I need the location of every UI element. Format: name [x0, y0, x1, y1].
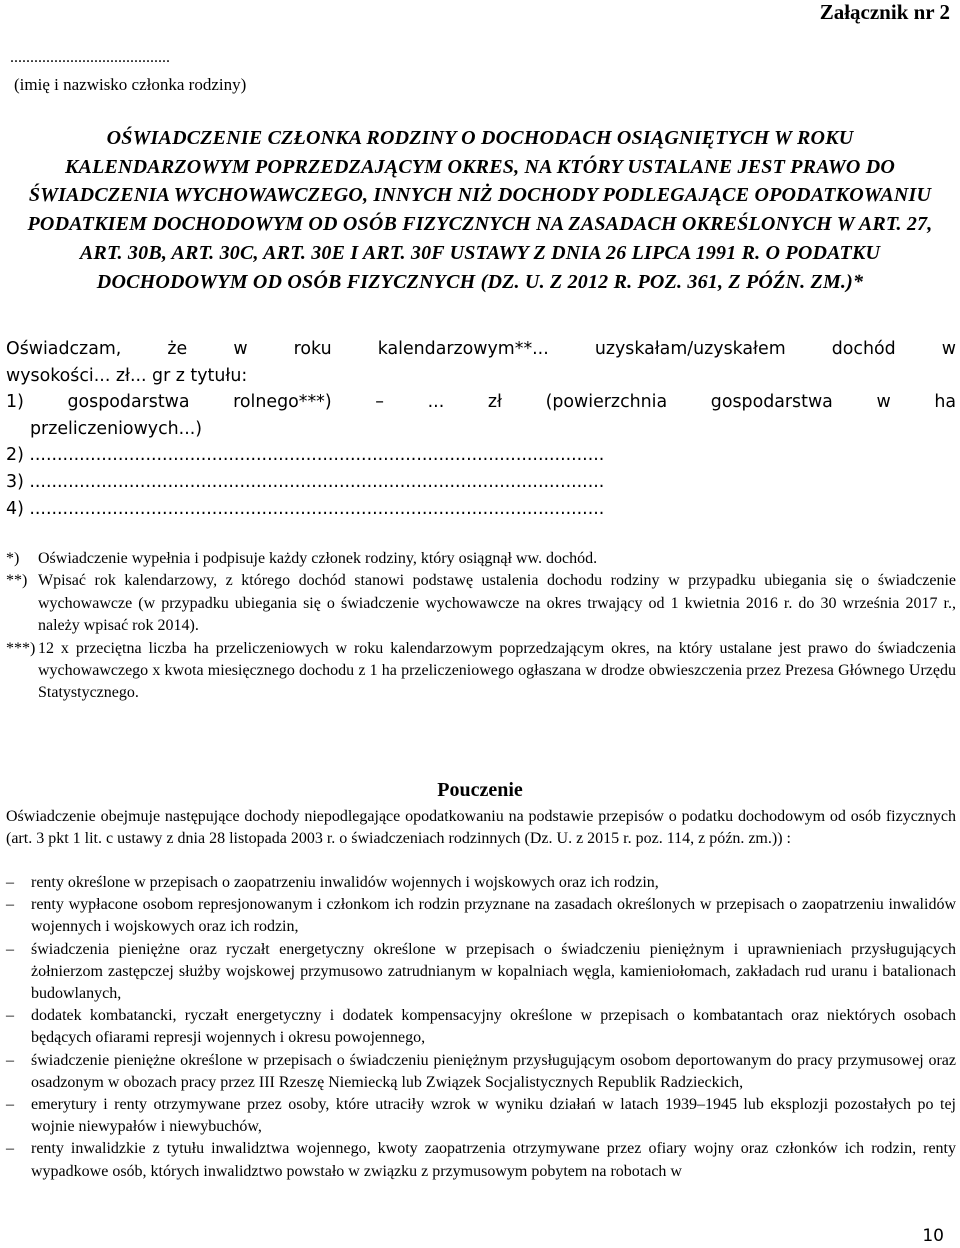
footnote	[6, 570, 956, 637]
list-item-text: renty inwalidzkie z tytułu inwalidztwa wojennego, kwoty zaopatrzenia otrzymywane przez ofiary wojny oraz członków ich rodzin, renty wypadkowe osób, których inwalidztwo powstało w związku z przymusowym pobytem na robotach w	[31, 1140, 956, 1180]
name-fill-line: ........................................	[10, 49, 170, 66]
footnote-text: 12 x przeciętna liczba ha przeliczeniowych w roku kalendarzowym poprzedzającym okres, na który ustalane jest prawo do świadczenia wychowawczego x kwota miesięcznego dochodu z 1 ha przeliczeniowego ogłaszana w drodze obwieszczenia przez Prezesa Głównego Urzędu Statystycznego.	[38, 639, 956, 702]
notice-list	[6, 872, 956, 1183]
list-item	[6, 1138, 956, 1182]
dash-bullet-icon: –	[6, 1051, 14, 1069]
list-item	[6, 1094, 956, 1138]
footnote-mark: **)	[6, 572, 28, 590]
declaration-item-3: 3) ........................................................................................................	[6, 471, 605, 492]
dash-bullet-icon: –	[6, 1007, 14, 1025]
list-item-text: renty wypłacone osobom represjonowanym i członkom ich rodzin przyznane na zasadach określonych w przepisach o zaopatrzeniu inwalidów wojennych i wojskowych oraz ich rodzin,	[31, 896, 956, 936]
list-item-text: renty określone w przepisach o zaopatrzeniu inwalidów wojennych i wojskowych oraz ich rodzin,	[31, 874, 659, 891]
footnote-text: Oświadczenie wypełnia i podpisuje każdy członek rodziny, który osiągnął ww. dochód.	[38, 550, 598, 567]
list-item-text: świadczenie pieniężne określone w przepisach o świadczeniu pieniężnym przysługującym osobom deportowanym do pracy przymusowej oraz osadzonym w obozach pracy przez III Rzeszę Niemiecką lub Związek Socjalistycznych Republik Radzieckich,	[31, 1051, 956, 1091]
list-item	[6, 1005, 956, 1049]
attachment-label: Załącznik nr 2	[819, 0, 950, 24]
footnotes	[6, 548, 956, 705]
list-item-text: świadczenia pieniężne oraz ryczałt energetyczny określone w przepisach o świadczeniu pieniężnym i uprawnieniach przysługujących żołnierzom zastępczej służby wojskowej przymusowo zatrudnianym w kopalniach węgla, kamieniołomach, zakładach rud uranu i batalionach budowlanych,	[31, 940, 956, 1003]
document-title: OŚWIADCZENIE CZŁONKA RODZINY O DOCHODACH OSIĄGNIĘTYCH W ROKU KALENDARZOWYM POPRZEDZAJĄCYM OKRES, NA KTÓRY USTALANE JEST PRAWO DO ŚWIADCZENIA WYCHOWAWCZEGO, INNYCH NIŻ DOCHODY PODLEGAJĄCE OPODATKOWANIU PODATKIEM DOCHODOWYM OD OSÓB FIZYCZNYCH NA ZASADACH OKREŚLONYCH W ART. 27, ART. 30B, ART. 30C, ART. 30E I ART. 30F USTAWY Z DNIA 26 LIPCA 1991 R. O PODATKU DOCHODOWYM OD OSÓB FIZYCZNYCH (DZ. U. Z 2012 R. POZ. 361, Z PÓŹN. ZM.)*	[27, 127, 933, 293]
declaration-line-2: wysokości... zł... gr z tytułu:	[6, 365, 248, 386]
declaration-item-1: 1) gospodarstwa rolnego***) – ... zł (powierzchnia gospodarstwa w ha	[6, 392, 956, 413]
footnote-text: Wpisać rok kalendarzowy, z którego dochód stanowi podstawę ustalenia dochodu rodziny w przypadku ubiegania się o świadczenie wychowawcze (w przypadku ubiegania się o świadczenie wychowawcze na okres trwający od 1 kwietnia 2016 r. do 30 września 2017 r., należy wpisać rok 2014).	[38, 572, 956, 635]
declaration-item-2: 2) ........................................................................................................	[6, 445, 605, 466]
list-item	[6, 872, 956, 894]
list-item-text: dodatek kombatancki, ryczałt energetyczny i dodatek kompensacyjny określone w przepisach o kombatantach oraz niektórych osobach będących ofiarami represji wojennych i okresu powojennego,	[31, 1007, 956, 1047]
declaration-line-1: Oświadczam, że w roku kalendarzowym**... uzyskałam/uzyskałem dochód w	[6, 339, 956, 359]
notice-intro: Oświadczenie obejmuje następujące dochody niepodlegające opodatkowaniu na podstawie przepisów o podatku dochodowym od osób fizycznych (art. 3 pkt 1 lit. c ustawy z dnia 28 listopada 2003 r. o świadczeniach rodzinnych (Dz. U. z 2015 r. poz. 114, z późn. zm.)) :	[6, 808, 956, 847]
dash-bullet-icon: –	[6, 1140, 14, 1158]
page-number: 10	[922, 1226, 944, 1246]
footnote-mark: ***)	[6, 639, 36, 657]
dash-bullet-icon: –	[6, 896, 14, 914]
list-item	[6, 1050, 956, 1094]
dash-bullet-icon: –	[6, 1096, 14, 1114]
list-item-text: emerytury i renty otrzymywane przez osoby, które utraciły wzrok w wyniku działań w latach 1939–1945 lub eksplozji pozostałych po tej wojnie niewypałów i niewybuchów,	[31, 1096, 956, 1136]
footnote	[6, 548, 956, 570]
dash-bullet-icon: –	[6, 874, 14, 891]
footnote	[6, 638, 956, 705]
declaration-item-4: 4) ........................................................................................................	[6, 498, 605, 519]
list-item	[6, 939, 956, 1006]
dash-bullet-icon: –	[6, 940, 14, 958]
declaration-section	[6, 336, 956, 522]
list-item	[6, 894, 956, 938]
footnote-mark: *)	[6, 550, 20, 567]
declaration-item-1-cont: przeliczeniowych...)	[30, 418, 203, 439]
name-caption: (imię i nazwisko członka rodziny)	[14, 75, 247, 94]
notice-title: Pouczenie	[437, 779, 523, 801]
